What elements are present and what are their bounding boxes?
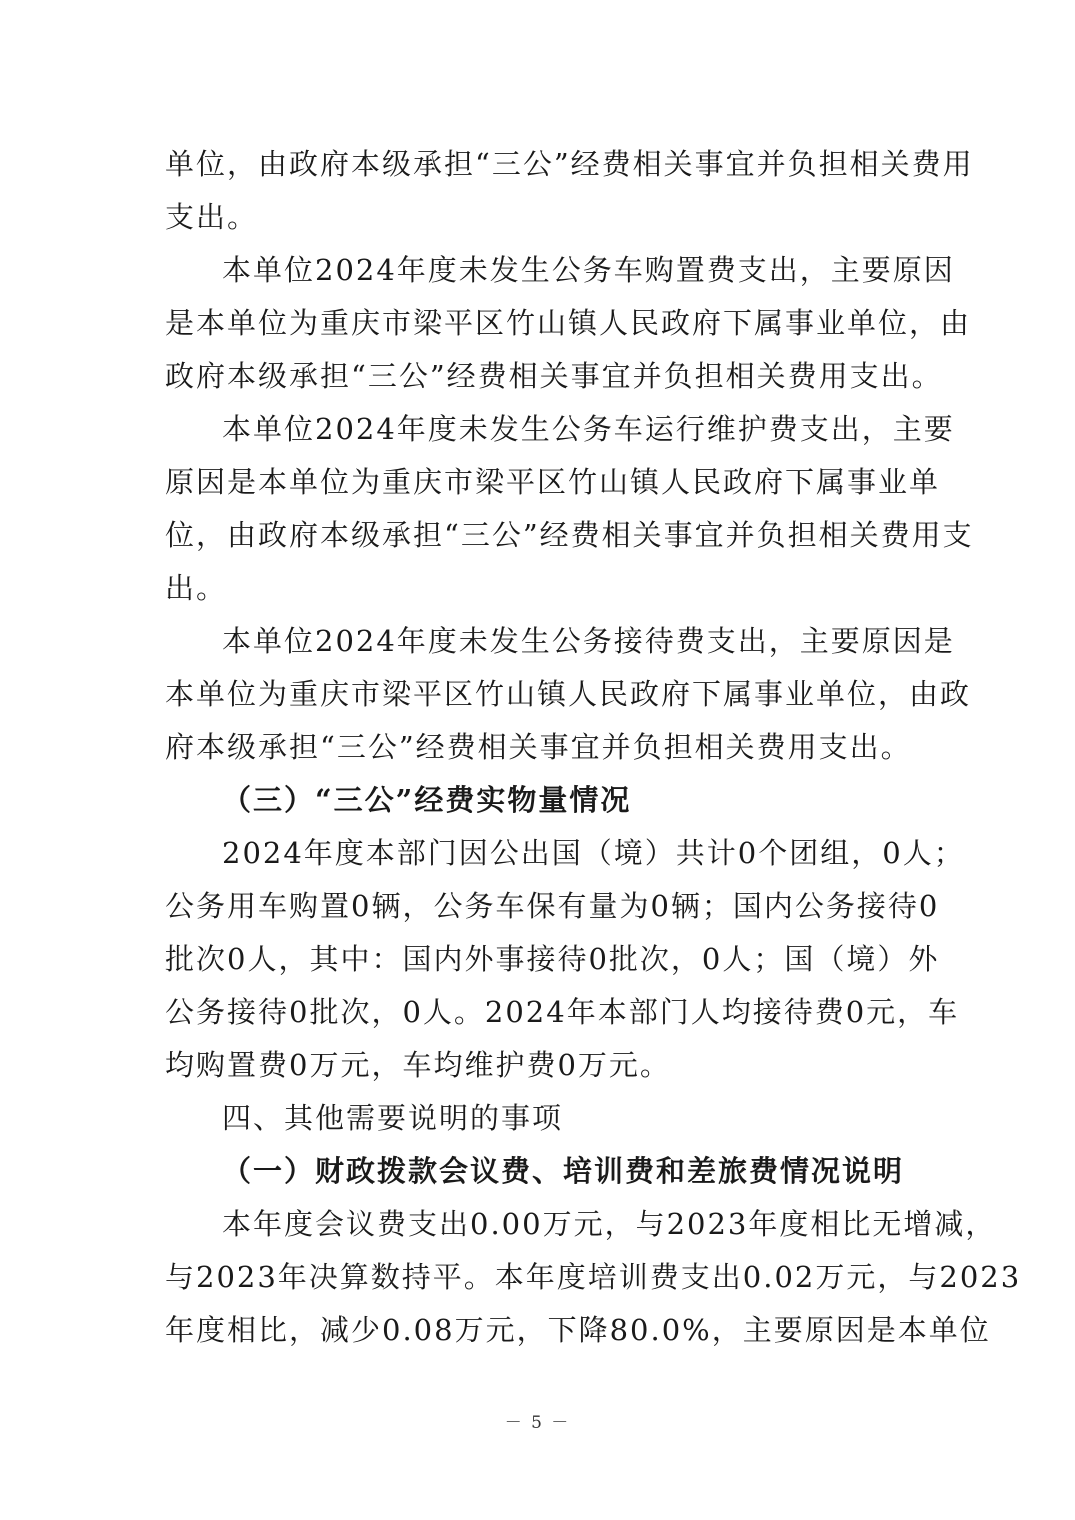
section-heading: 四、其他需要说明的事项 — [222, 1101, 564, 1135]
paragraph-line: 府本级承担“三公”经费相关事宜并负担相关费用支出。 — [165, 730, 912, 764]
paragraph-line: 是本单位为重庆市梁平区竹山镇人民政府下属事业单位，由 — [165, 306, 972, 340]
paragraph-line: 2024年度本部门因公出国（境）共计0个团组，0人； — [222, 836, 965, 870]
paragraph-line: 均购置费0万元，车均维护费0万元。 — [165, 1048, 671, 1082]
paragraph-line: 公务用车购置0辆，公务车保有量为0辆；国内公务接待0 — [165, 889, 940, 923]
paragraph-line: 本年度会议费支出0.00万元，与2023年度相比无增减， — [222, 1207, 997, 1241]
paragraph-line: 出。 — [165, 571, 228, 605]
paragraph-line: 单位，由政府本级承担“三公”经费相关事宜并负担相关费用 — [165, 147, 974, 181]
paragraph-line: 政府本级承担“三公”经费相关事宜并负担相关费用支出。 — [165, 359, 943, 393]
section-heading: （一）财政拨款会议费、培训费和差旅费情况说明 — [222, 1154, 905, 1188]
paragraph-line: 支出。 — [165, 200, 259, 234]
paragraph-line: 本单位为重庆市梁平区竹山镇人民政府下属事业单位，由政 — [165, 677, 972, 711]
paragraph-line: 位，由政府本级承担“三公”经费相关事宜并负担相关费用支 — [165, 518, 974, 552]
paragraph-line: 本单位2024年度未发生公务车运行维护费支出，主要 — [222, 412, 955, 446]
page-number: － 5 － — [504, 1413, 571, 1433]
paragraph-line: 公务接待0批次，0人。2024年本部门人均接待费0元，车 — [165, 995, 960, 1029]
paragraph-line: 本单位2024年度未发生公务接待费支出，主要原因是 — [222, 624, 955, 658]
paragraph-line: 批次0人，其中：国内外事接待0批次，0人；国（境）外 — [165, 942, 940, 976]
paragraph-line: 原因是本单位为重庆市梁平区竹山镇人民政府下属事业单 — [165, 465, 941, 499]
section-heading: （三）“三公”经费实物量情况 — [222, 783, 632, 817]
paragraph-line: 本单位2024年度未发生公务车购置费支出，主要原因 — [222, 253, 955, 287]
paragraph-line: 与2023年决算数持平。本年度培训费支出0.02万元，与2023 — [165, 1260, 1022, 1294]
paragraph-line: 年度相比，减少0.08万元，下降80.0%，主要原因是本单位 — [165, 1313, 991, 1347]
